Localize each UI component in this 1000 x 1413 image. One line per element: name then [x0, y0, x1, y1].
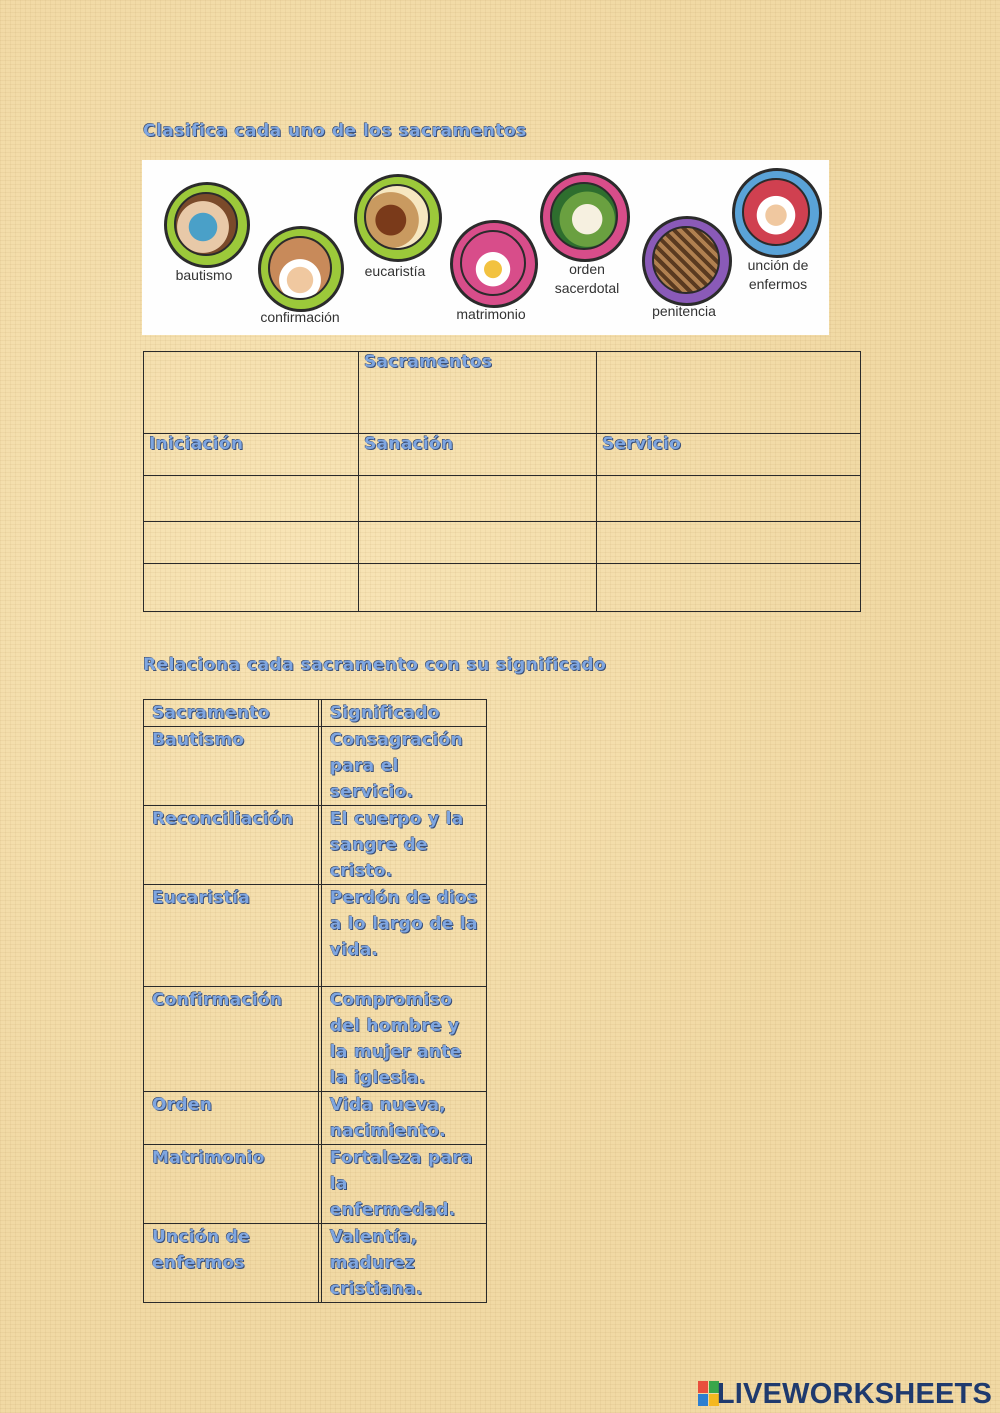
sacrament-label: penitencia: [652, 303, 716, 319]
meaning-cell: [321, 987, 486, 1092]
column-label: Servicio: [602, 434, 682, 454]
column-header: [144, 700, 319, 727]
meaning-text: Vida nueva, nacimiento.: [329, 1095, 447, 1141]
sacrament-name: Eucaristía: [152, 888, 251, 908]
meaning-cell: [321, 1145, 486, 1224]
answer-cell[interactable]: [359, 476, 597, 522]
table-cell[interactable]: [597, 352, 861, 434]
sacrament-name: Matrimonio: [152, 1148, 265, 1168]
meaning-cell: [321, 1224, 486, 1303]
answer-cell[interactable]: [144, 564, 359, 612]
meaning-text: El cuerpo y la sangre de cristo.: [329, 809, 464, 881]
sacrament-cell: [144, 727, 319, 806]
column-label: Iniciación: [149, 434, 244, 454]
section-heading: Relaciona cada sacramento con su significado: [143, 655, 607, 675]
sacrament-name: Reconciliación: [152, 809, 294, 829]
meaning-text: Valentía, madurez cristiana.: [329, 1227, 423, 1299]
table-cell[interactable]: [144, 352, 359, 434]
page-title: Clasifica cada uno de los sacramentos: [143, 121, 527, 141]
sacrament-cell: [144, 885, 319, 987]
column-header: [597, 434, 861, 476]
sacrament-cell: [144, 1145, 319, 1224]
meaning-cell: [321, 1092, 486, 1145]
column-header: [321, 700, 486, 727]
answer-cell[interactable]: [144, 522, 359, 564]
column-header: [359, 434, 597, 476]
sacrament-label: bautismo: [175, 267, 233, 283]
sacrament-image-strip: [142, 160, 829, 335]
sacrament-cell: [144, 987, 319, 1092]
sacrament-label: confirmación: [260, 309, 340, 325]
sacrament-label: orden sacerdotal: [554, 261, 620, 296]
answer-cell[interactable]: [597, 522, 861, 564]
sacrament-cell: [144, 1224, 319, 1303]
answer-cell[interactable]: [359, 522, 597, 564]
answer-cell[interactable]: [359, 564, 597, 612]
sacrament-cell: [144, 1092, 319, 1145]
column-label: Sanación: [364, 434, 454, 454]
sacrament-name: Confirmación: [152, 990, 283, 1010]
brand-logo[interactable]: LIVEWORKSHEETS: [716, 1378, 992, 1410]
meaning-text: Fortaleza para la enfermedad.: [329, 1148, 473, 1220]
sacrament-cell: [144, 806, 319, 885]
sacrament-name: Bautismo: [152, 730, 245, 750]
classification-table: [143, 351, 861, 612]
sacrament-label: unción de enfermos: [747, 257, 809, 292]
meaning-text: Consagración para el servicio.: [329, 730, 463, 802]
sacrament-label: eucaristía: [364, 263, 426, 279]
meaning-cell: [321, 727, 486, 806]
sacrament-label: matrimonio: [456, 306, 526, 322]
column-label: Significado: [329, 703, 440, 723]
meaning-text: Compromiso del hombre y la mujer ante la iglesia.: [329, 990, 462, 1088]
column-label: Sacramento: [152, 703, 270, 723]
column-header: [144, 434, 359, 476]
answer-cell[interactable]: [144, 476, 359, 522]
answer-cell[interactable]: [597, 476, 861, 522]
meaning-text: Perdón de dios a lo largo de la vida.: [329, 888, 478, 960]
sacrament-name: Orden: [152, 1095, 213, 1115]
table-title: Sacramentos: [364, 352, 493, 372]
meaning-cell: [321, 806, 486, 885]
sacrament-name: Unción de enfermos: [152, 1227, 250, 1273]
meaning-cell: [321, 885, 486, 987]
table-title-cell: [359, 352, 597, 434]
matching-table: [143, 699, 487, 1303]
answer-cell[interactable]: [597, 564, 861, 612]
